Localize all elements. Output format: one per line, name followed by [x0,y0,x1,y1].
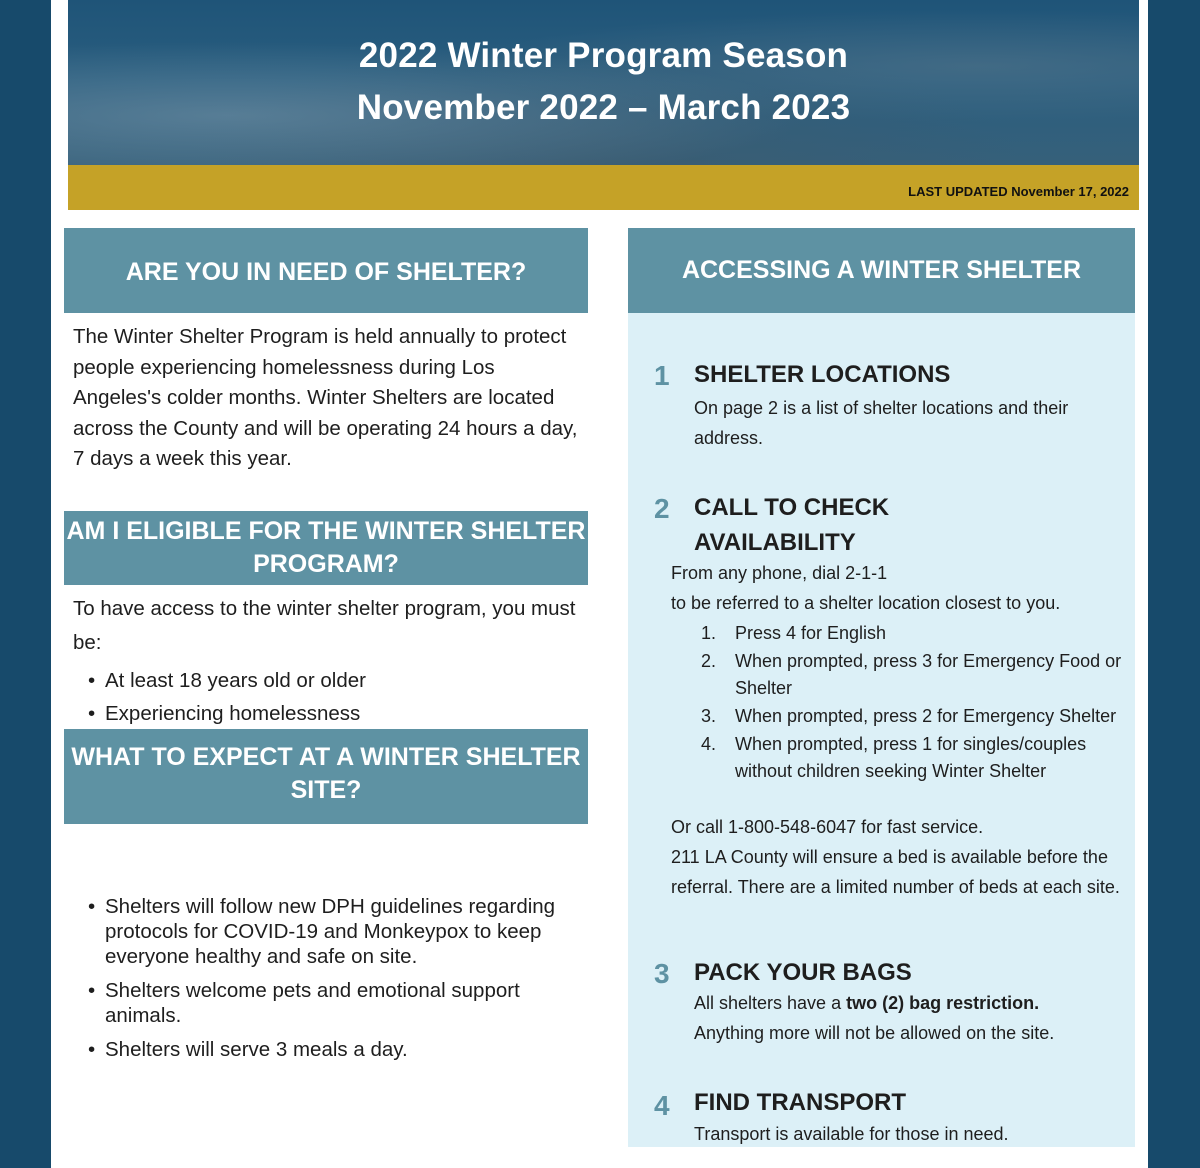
banner-title-line1: 2022 Winter Program Season [358,36,849,75]
bullet-icon: • [88,895,96,918]
step-2-number: 2 [654,493,670,524]
expect-list [73,894,578,1071]
list-item: • Shelters will serve 3 meals a day. [88,1038,408,1061]
list-item: 1. Press 4 for English [701,623,887,643]
list-item: 3. When prompted, press 2 for Emergency Shelter [701,706,1117,726]
bullet-icon: • [88,1038,96,1061]
bag-restriction-emphasis: two (2) bag restriction. [846,993,1040,1013]
list-item: • Shelters welcome pets and emotional support animals. [88,979,520,1027]
list-item: 2. When prompted, press 3 for Emergency Food or Shelter [701,651,1122,698]
step-1-text: On page 2 is a list of shelter locations and their address. [694,398,1069,448]
banner-title-line2: November 2022 – March 2023 [356,88,851,127]
expect-header: WHAT TO EXPECT AT A WINTER SHELTER SITE? [64,729,588,824]
accessing-shelter-header: ACCESSING A WINTER SHELTER [628,228,1135,313]
step-2-title: CALL TO CHECK AVAILABILITY [694,494,890,556]
step-1-number: 1 [654,360,670,391]
bullet-icon: • [88,979,96,1002]
eligible-header: AM I ELIGIBLE FOR THE WINTER SHELTER PROGRAM? [64,511,588,585]
step-2-intro-1: From any phone, dial 2-1-1 [671,563,888,583]
list-item: • Shelters will follow new DPH guidelines regarding protocols for COVID-19 and Monkeypox to keep everyone healthy and safe on site. [88,895,556,968]
last-updated-bar [68,165,1139,210]
list-item: • At least 18 years old or older [73,664,578,697]
bullet-icon: • [88,702,96,725]
step-3-title: PACK YOUR BAGS [694,959,912,986]
step-3-number: 3 [654,958,670,989]
step-2-intro-2: to be referred to a shelter location closest to you. [671,593,1061,613]
last-updated-text: LAST UPDATED November 17, 2022 [908,184,1129,199]
eligible-intro: To have access to the winter shelter program, you must be: [73,597,576,654]
bullet-icon: • [88,669,96,692]
step-4-number: 4 [654,1090,670,1121]
need-shelter-header: ARE YOU IN NEED OF SHELTER? [64,228,588,313]
phone-menu-list [696,620,1126,786]
step-2-note: 211 LA County will ensure a bed is available before the referral. There are a limited number of beds at each site. [671,847,1120,897]
banner [68,0,1139,165]
step-3-text: All shelters have a two (2) bag restriction. Anything more will not be allowed on the site. [694,993,1055,1043]
need-shelter-text: The Winter Shelter Program is held annually to protect people experiencing homelessness during Los Angeles's colder months. Winter Shelters are located across the County and will be operating 24 hours a day, 7 days a week this year. [73,325,578,470]
step-2-phone-alt: Or call 1-800-548-6047 for fast service. [671,817,984,837]
step-1-title: SHELTER LOCATIONS [694,361,951,388]
list-item: • Experiencing homelessness [73,697,578,730]
step-4-text: Transport is available for those in need. [694,1124,1009,1144]
list-item: 4. When prompted, press 1 for singles/couples without children seeking Winter Shelter [701,734,1087,781]
step-4-title: FIND TRANSPORT [694,1089,906,1116]
eligible-list [73,664,578,730]
